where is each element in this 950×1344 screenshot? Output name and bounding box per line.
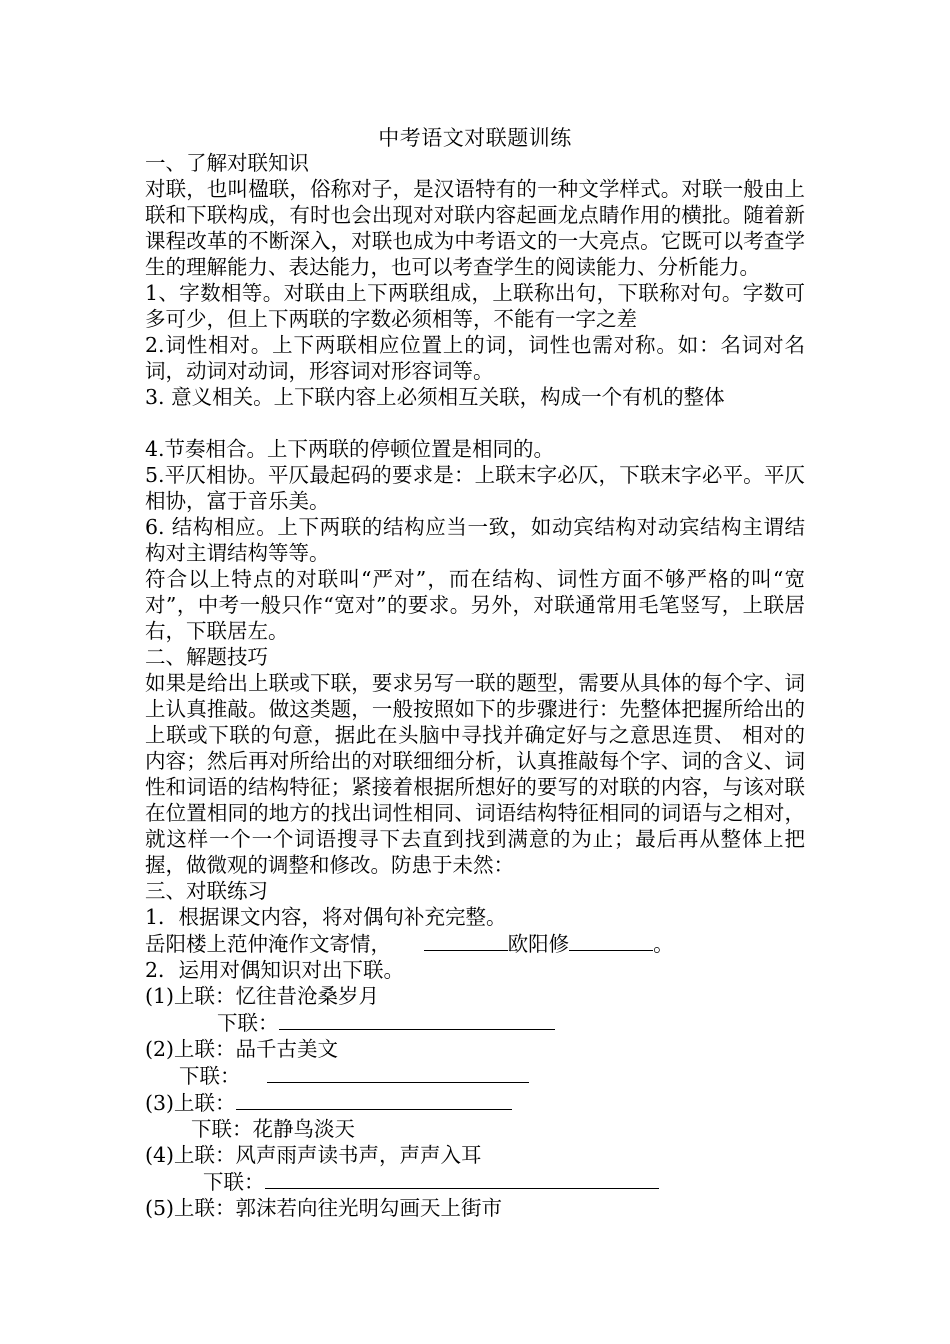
- couplet-3-down: 下联：花静鸟淡天: [191, 1117, 355, 1141]
- couplet-4-down-label: 下联：: [203, 1170, 265, 1194]
- answer-blank[interactable]: [279, 1009, 555, 1030]
- answer-blank[interactable]: [267, 1062, 529, 1083]
- intro-paragraph: 对联，也叫楹联，俗称对子，是汉语特有的一种文学样式。对联一般由上联和下联构成，有时也会出现对对联内容起画龙点睛作用的横批。随着新课程改革的不断深入，对联也成为中考语文的一大亮点。它既可以考查学生的理解能力、表达能力，也可以考查学生的阅读能力、分析能力。: [145, 177, 805, 279]
- answer-blank[interactable]: [424, 930, 508, 951]
- couplet-1-down-line: [145, 1009, 805, 1036]
- rule-structure: 6. 结构相应。上下两联的结构应当一致，如动宾结构对动宾结构主谓结构对主谓结构等等。: [145, 515, 805, 565]
- tips-paragraph: 如果是给出上联或下联，要求另写一联的题型，需要从具体的每个字、词上认真推敲。做这类题，一般按照如下的步骤进行：先整体把握所给出的上联或下联的句意，据此在头脑中寻找并确定好与之意思连贯、 相对的内容；然后再对所给出的对联细细分析，认真推敲每个字、词的含义、词性和词语的结构特征；紧接着根据所想好的要写的对联的内容，与该对联在位置相同的地方的找出词性相同、词语结构特征相同的词语与之相对，就这样一个一个词语搜寻下去直到找到满意的为止；最后再从整体上把握，做微观的调整和修改。防患于未然：: [145, 671, 805, 877]
- couplet-1-up: (1)上联：忆往昔沧桑岁月: [145, 984, 380, 1008]
- rule-meaning: 3. 意义相关。上下联内容上必须相互关联，构成一个有机的整体: [145, 385, 725, 409]
- question-2: 2．运用对偶知识对出下联。: [145, 958, 405, 982]
- rule-rhythm: 4.节奏相合。上下两联的停顿位置是相同的。: [145, 437, 555, 461]
- couplet-2-down-line: [145, 1062, 805, 1089]
- rule-part-of-speech: 2.词性相对。上下两联相应位置上的词，词性也需对称。如：名词对名词，动词对动词，形容词对形容词等。: [145, 333, 805, 383]
- answer-blank[interactable]: [569, 930, 653, 951]
- answer-blank[interactable]: [265, 1168, 659, 1189]
- section-heading-tips: 二、解题技巧: [145, 645, 268, 669]
- couplet-2-down-label: 下联：: [179, 1064, 241, 1088]
- rule-word-count: 1、字数相等。对联由上下两联组成，上联称出句，下联称对句。字数可多可少，但上下两联的字数必须相等，不能有一字之差: [145, 281, 805, 331]
- couplet-4-down-line: [145, 1168, 805, 1195]
- question-1-end: 。: [653, 932, 674, 956]
- question-1-mid: 欧阳修: [507, 932, 570, 956]
- answer-blank[interactable]: [236, 1089, 512, 1110]
- couplet-2-up: (2)上联：品千古美文: [145, 1037, 339, 1061]
- couplet-3-up-label: (3)上联：: [145, 1091, 236, 1115]
- blank-line: [145, 410, 805, 436]
- document-body: [145, 150, 805, 1221]
- question-1-line: [145, 930, 805, 957]
- couplet-1-down-label: 下联：: [217, 1011, 279, 1035]
- couplet-4-up: (4)上联：风声雨声读书声，声声入耳: [145, 1143, 482, 1167]
- page-title: 中考语文对联题训练: [378, 126, 572, 150]
- summary-paragraph: 符合以上特点的对联叫“严对”，而在结构、词性方面不够严格的叫“宽对”，中考一般只作“宽对”的要求。另外，对联通常用毛笔竖写，上联居右，下联居左。: [145, 567, 805, 643]
- question-1: 1．根据课文内容，将对偶句补充完整。: [145, 905, 507, 929]
- section-heading-knowledge: 一、了解对联知识: [145, 151, 309, 175]
- couplet-5-up: (5)上联：郭沫若向往光明勾画天上街市: [145, 1196, 503, 1220]
- section-heading-practice: 三、对联练习: [145, 879, 268, 903]
- rule-tone: 5.平仄相协。平仄最起码的要求是：上联末字必仄，下联末字必平。平仄相协，富于音乐美。: [145, 463, 805, 513]
- question-1-start: 岳阳楼上范仲淹作文寄情，: [145, 932, 391, 956]
- couplet-3-up-line: [145, 1089, 805, 1116]
